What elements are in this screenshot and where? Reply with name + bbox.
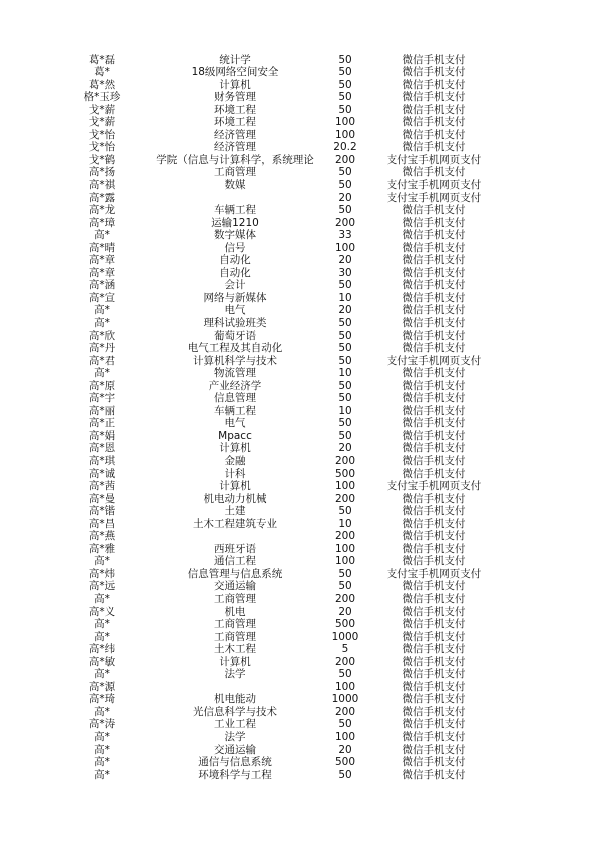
payment-method-cell: 微信手机支付 [402,693,466,706]
donor-name-cell: 高*雅 [88,542,116,555]
amount-cell: 50 [338,580,352,593]
payment-method-cell: 微信手机支付 [402,442,466,455]
major-cell: 自动化 [219,254,251,267]
amount-cell: 100 [334,731,356,744]
amount-cell: 100 [334,116,356,129]
payment-method-cell: 微信手机支付 [402,668,466,681]
major-cell: 信息管理 [214,392,256,405]
payment-method-cell: 支付宝手机网页支付 [386,178,482,191]
major-cell: 环境科学与工程 [198,768,272,781]
amount-cell: 200 [334,153,356,166]
donor-name-cell: 高*锴 [88,505,116,518]
table-row [0,744,600,757]
payment-method-cell: 微信手机支付 [402,241,466,254]
table-row [0,154,600,167]
major-cell: 理科试验班类 [203,316,267,329]
payment-method-cell: 微信手机支付 [402,655,466,668]
payment-method-cell: 微信手机支付 [402,91,466,104]
payment-method-cell: 微信手机支付 [402,467,466,480]
amount-cell: 100 [334,680,356,693]
table-row [0,141,600,154]
payment-method-cell: 微信手机支付 [402,605,466,618]
table-row [0,304,600,317]
donor-name-cell: 高*露 [88,191,116,204]
table-row [0,355,600,368]
payment-method-cell: 微信手机支付 [402,593,466,606]
amount-cell: 50 [338,103,352,116]
donor-name-cell: 高*君 [88,354,116,367]
major-cell: 财务管理 [214,91,256,104]
donor-name-cell: 高*源 [88,680,116,693]
amount-cell: 50 [338,316,352,329]
major-cell: 葡萄牙语 [214,329,256,342]
major-cell: 自动化 [219,266,251,279]
table-row [0,254,600,267]
amount-cell: 50 [338,178,352,191]
donor-name-cell: 高*娟 [88,429,116,442]
table-row [0,643,600,656]
donor-name-cell: 高* [94,367,110,380]
donor-name-cell: 格*玉珍 [83,91,121,104]
donor-name-cell: 高*丹 [88,342,116,355]
amount-cell: 1000 [331,693,359,706]
payment-method-cell: 微信手机支付 [402,291,466,304]
amount-cell: 20 [338,191,352,204]
donor-name-cell: 高* [94,705,110,718]
donor-name-cell: 高*章 [88,254,116,267]
amount-cell: 20 [338,304,352,317]
table-row [0,530,600,543]
donor-name-cell: 高*远 [88,580,116,593]
donation-table [0,54,600,782]
payment-method-cell: 支付宝手机网页支付 [386,153,482,166]
table-row [0,693,600,706]
amount-cell: 100 [334,542,356,555]
donor-name-cell: 高* [94,555,110,568]
table-row [0,430,600,443]
amount-cell: 500 [334,467,356,480]
donor-name-cell: 高*敏 [88,655,116,668]
major-cell: 信号 [224,241,246,254]
donor-name-cell: 高*宇 [88,392,116,405]
payment-method-cell: 微信手机支付 [402,103,466,116]
amount-cell: 50 [338,429,352,442]
table-row [0,242,600,255]
amount-cell: 200 [334,655,356,668]
table-row [0,518,600,531]
payment-method-cell: 微信手机支付 [402,542,466,555]
major-cell: 数字媒体 [214,229,256,242]
major-cell: 交通运输 [214,743,256,756]
donor-name-cell: 高* [94,593,110,606]
payment-method-cell: 微信手机支付 [402,266,466,279]
table-row [0,480,600,493]
donor-name-cell: 高*琪 [88,455,116,467]
amount-cell: 10 [338,367,352,380]
table-row [0,179,600,192]
table-row [0,104,600,117]
donor-name-cell: 高*祺 [88,178,116,191]
donor-name-cell: 高* [94,229,110,242]
donor-name-cell: 高* [94,743,110,756]
table-row [0,718,600,731]
table-row [0,405,600,418]
donor-name-cell: 葛*磊 [88,53,116,66]
major-cell: 光信息科学与技术 [193,705,277,718]
payment-method-cell: 微信手机支付 [402,53,466,66]
payment-method-cell: 微信手机支付 [402,743,466,756]
payment-method-cell: 微信手机支付 [402,505,466,518]
amount-cell: 1000 [331,630,359,643]
donor-name-cell: 高*义 [88,605,116,618]
major-cell: 产业经济学 [208,379,262,392]
payment-method-cell: 微信手机支付 [402,768,466,781]
table-row [0,769,600,782]
payment-method-cell: 微信手机支付 [402,204,466,217]
major-cell: 工商管理 [214,630,256,643]
major-cell: 机电动力机械 [203,492,267,505]
major-cell: 物流管理 [214,367,256,380]
table-row [0,631,600,644]
major-cell: 经济管理 [214,141,256,154]
donor-name-cell: 戈*薪 [88,103,116,116]
donor-name-cell: 戈*鹤 [88,153,116,166]
donor-name-cell: 高*曼 [88,492,116,505]
table-row [0,317,600,330]
payment-method-cell: 微信手机支付 [402,455,466,467]
major-cell: 电气 [224,304,246,317]
amount-cell: 500 [334,618,356,631]
donor-name-cell: 高*璋 [88,216,116,229]
major-cell: 计算机 [219,480,251,493]
donor-name-cell: 高* [94,630,110,643]
table-row [0,192,600,205]
amount-cell: 50 [338,91,352,104]
amount-cell: 200 [334,705,356,718]
major-cell: 电气 [224,417,246,430]
donor-name-cell: 高*正 [88,417,116,430]
major-cell: 环境工程 [214,116,256,129]
major-cell: 土建 [224,505,246,518]
major-cell: 法学 [224,668,246,681]
payment-method-cell: 微信手机支付 [402,166,466,179]
major-cell: 网络与新媒体 [203,291,267,304]
amount-cell: 500 [334,756,356,769]
donor-name-cell: 高*茜 [88,480,116,493]
amount-cell: 200 [334,216,356,229]
major-cell: 数媒 [224,178,246,191]
donor-name-cell: 高* [94,304,110,317]
payment-method-cell: 微信手机支付 [402,680,466,693]
amount-cell: 200 [334,530,356,543]
payment-method-cell: 微信手机支付 [402,756,466,769]
amount-cell: 20.2 [333,141,357,154]
payment-method-cell: 微信手机支付 [402,116,466,129]
major-cell: 机电 [224,605,246,618]
major-cell: 机电能动 [214,693,256,706]
amount-cell: 30 [338,266,352,279]
table-row [0,493,600,506]
payment-method-cell: 微信手机支付 [402,517,466,530]
payment-method-cell: 微信手机支付 [402,404,466,417]
donor-name-cell: 高*龙 [88,204,116,217]
major-cell: 学院（信息与计算科学，系统理论 [156,153,314,166]
major-cell: 计算机 [219,442,251,455]
amount-cell: 50 [338,505,352,518]
major-cell: 计算机科学与技术 [193,354,277,367]
payment-method-cell: 微信手机支付 [402,731,466,744]
table-row [0,668,600,681]
donor-name-cell: 高*涛 [88,718,116,731]
donor-name-cell: 高*炜 [88,567,116,580]
payment-method-cell: 微信手机支付 [402,705,466,718]
major-cell: 环境工程 [214,103,256,116]
amount-cell: 50 [338,78,352,91]
table-row [0,129,600,142]
major-cell: 车辆工程 [214,404,256,417]
amount-cell: 50 [338,66,352,79]
amount-cell: 50 [338,567,352,580]
donor-name-cell: 高*丽 [88,404,116,417]
donor-name-cell: 高*欣 [88,329,116,342]
amount-cell: 50 [338,768,352,781]
amount-cell: 50 [338,392,352,405]
payment-method-cell: 微信手机支付 [402,304,466,317]
table-row [0,267,600,280]
donor-name-cell: 高* [94,756,110,769]
payment-method-cell: 微信手机支付 [402,530,466,543]
donor-name-cell: 高*涵 [88,279,116,292]
table-row [0,555,600,568]
amount-cell: 10 [338,404,352,417]
table-row [0,116,600,129]
donor-name-cell: 高*晴 [88,241,116,254]
amount-cell: 50 [338,342,352,355]
major-cell: 通信与信息系统 [198,756,272,769]
payment-method-cell: 支付宝手机网页支付 [386,354,482,367]
table-row [0,606,600,619]
amount-cell: 50 [338,53,352,66]
amount-cell: 100 [334,241,356,254]
donor-name-cell: 高* [94,316,110,329]
major-cell: 信息管理与信息系统 [187,567,283,580]
payment-method-cell: 微信手机支付 [402,392,466,405]
amount-cell: 50 [338,279,352,292]
donor-name-cell: 葛* [94,66,110,79]
table-row [0,66,600,79]
table-row [0,656,600,669]
payment-method-cell: 微信手机支付 [402,216,466,229]
table-row [0,417,600,430]
payment-method-cell: 微信手机支付 [402,417,466,430]
payment-method-cell: 微信手机支付 [402,492,466,505]
amount-cell: 10 [338,517,352,530]
amount-cell: 10 [338,291,352,304]
payment-method-cell: 支付宝手机网页支付 [386,191,482,204]
table-row [0,468,600,481]
table-row [0,392,600,405]
amount-cell: 20 [338,442,352,455]
table-row [0,681,600,694]
payment-method-cell: 微信手机支付 [402,329,466,342]
table-row [0,580,600,593]
payment-method-cell: 微信手机支付 [402,555,466,568]
major-cell: 交通运输 [214,580,256,593]
amount-cell: 100 [334,128,356,141]
amount-cell: 20 [338,743,352,756]
amount-cell: 33 [338,229,352,242]
major-cell: 金融 [224,455,246,467]
donor-name-cell: 葛*然 [88,78,116,91]
payment-method-cell: 微信手机支付 [402,718,466,731]
major-cell: 会计 [224,279,246,292]
donor-name-cell: 高*原 [88,379,116,392]
payment-method-cell: 微信手机支付 [402,229,466,242]
table-row [0,455,600,468]
payment-method-cell: 微信手机支付 [402,128,466,141]
payment-method-cell: 微信手机支付 [402,66,466,79]
donor-name-cell: 高*昌 [88,517,116,530]
amount-cell: 50 [338,417,352,430]
major-cell: 电气工程及其自动化 [187,342,283,355]
donor-name-cell: 高* [94,768,110,781]
table-row [0,229,600,242]
donor-name-cell: 高*恩 [88,442,116,455]
payment-method-cell: 微信手机支付 [402,316,466,329]
table-row [0,380,600,393]
donor-name-cell: 高*章 [88,266,116,279]
table-row [0,166,600,179]
payment-method-cell: 微信手机支付 [402,342,466,355]
donor-name-cell: 高*纬 [88,643,116,656]
table-row [0,756,600,769]
amount-cell: 50 [338,668,352,681]
payment-method-cell: 微信手机支付 [402,643,466,656]
payment-method-cell: 微信手机支付 [402,78,466,91]
major-cell: 西班牙语 [214,542,256,555]
table-row [0,330,600,343]
donor-name-cell: 戈*怡 [88,128,116,141]
major-cell: 工业工程 [214,718,256,731]
amount-cell: 50 [338,379,352,392]
major-cell: 土木工程建筑专业 [193,517,277,530]
table-row [0,367,600,380]
major-cell: 运输1210 [211,216,259,229]
payment-method-cell: 微信手机支付 [402,279,466,292]
donor-name-cell: 戈*薪 [88,116,116,129]
payment-method-cell: 微信手机支付 [402,580,466,593]
payment-method-cell: 支付宝手机网页支付 [386,567,482,580]
major-cell: 工商管理 [214,618,256,631]
payment-method-cell: 微信手机支付 [402,254,466,267]
donor-name-cell: 高*诚 [88,467,116,480]
major-cell: 通信工程 [214,555,256,568]
amount-cell: 5 [341,643,349,656]
major-cell: 工商管理 [214,166,256,179]
payment-method-cell: 微信手机支付 [402,429,466,442]
amount-cell: 50 [338,166,352,179]
donor-name-cell: 高* [94,731,110,744]
table-row [0,54,600,67]
table-row [0,505,600,518]
major-cell: 18级网络空间安全 [191,66,279,79]
amount-cell: 50 [338,718,352,731]
amount-cell: 50 [338,204,352,217]
amount-cell: 200 [334,455,356,467]
donor-name-cell: 高*燕 [88,530,116,543]
amount-cell: 200 [334,593,356,606]
table-row [0,568,600,581]
major-cell: 土木工程 [214,643,256,656]
table-row [0,543,600,556]
payment-method-cell: 微信手机支付 [402,141,466,154]
amount-cell: 20 [338,605,352,618]
amount-cell: 50 [338,354,352,367]
table-row [0,217,600,230]
table-row [0,79,600,92]
amount-cell: 50 [338,329,352,342]
amount-cell: 100 [334,480,356,493]
amount-cell: 200 [334,492,356,505]
donor-name-cell: 高*扬 [88,166,116,179]
payment-method-cell: 微信手机支付 [402,367,466,380]
payment-method-cell: 微信手机支付 [402,618,466,631]
donor-name-cell: 高* [94,618,110,631]
major-cell: Mpacc [218,429,252,442]
table-row [0,442,600,455]
table-row [0,593,600,606]
amount-cell: 20 [338,254,352,267]
donor-name-cell: 高*宣 [88,291,116,304]
table-row [0,731,600,744]
table-row [0,204,600,217]
table-row [0,279,600,292]
major-cell: 统计学 [219,53,251,66]
major-cell: 车辆工程 [214,204,256,217]
donor-name-cell: 高* [94,668,110,681]
major-cell: 计科 [224,467,246,480]
major-cell: 经济管理 [214,128,256,141]
table-row [0,292,600,305]
payment-method-cell: 支付宝手机网页支付 [386,480,482,493]
payment-method-cell: 微信手机支付 [402,630,466,643]
donor-name-cell: 戈*怡 [88,141,116,154]
table-row [0,342,600,355]
table-row [0,91,600,104]
donor-name-cell: 高*琦 [88,693,116,706]
major-cell: 法学 [224,731,246,744]
table-row [0,618,600,631]
major-cell: 计算机 [219,655,251,668]
table-row [0,706,600,719]
amount-cell: 100 [334,555,356,568]
payment-method-cell: 微信手机支付 [402,379,466,392]
major-cell: 工商管理 [214,593,256,606]
major-cell: 计算机 [219,78,251,91]
